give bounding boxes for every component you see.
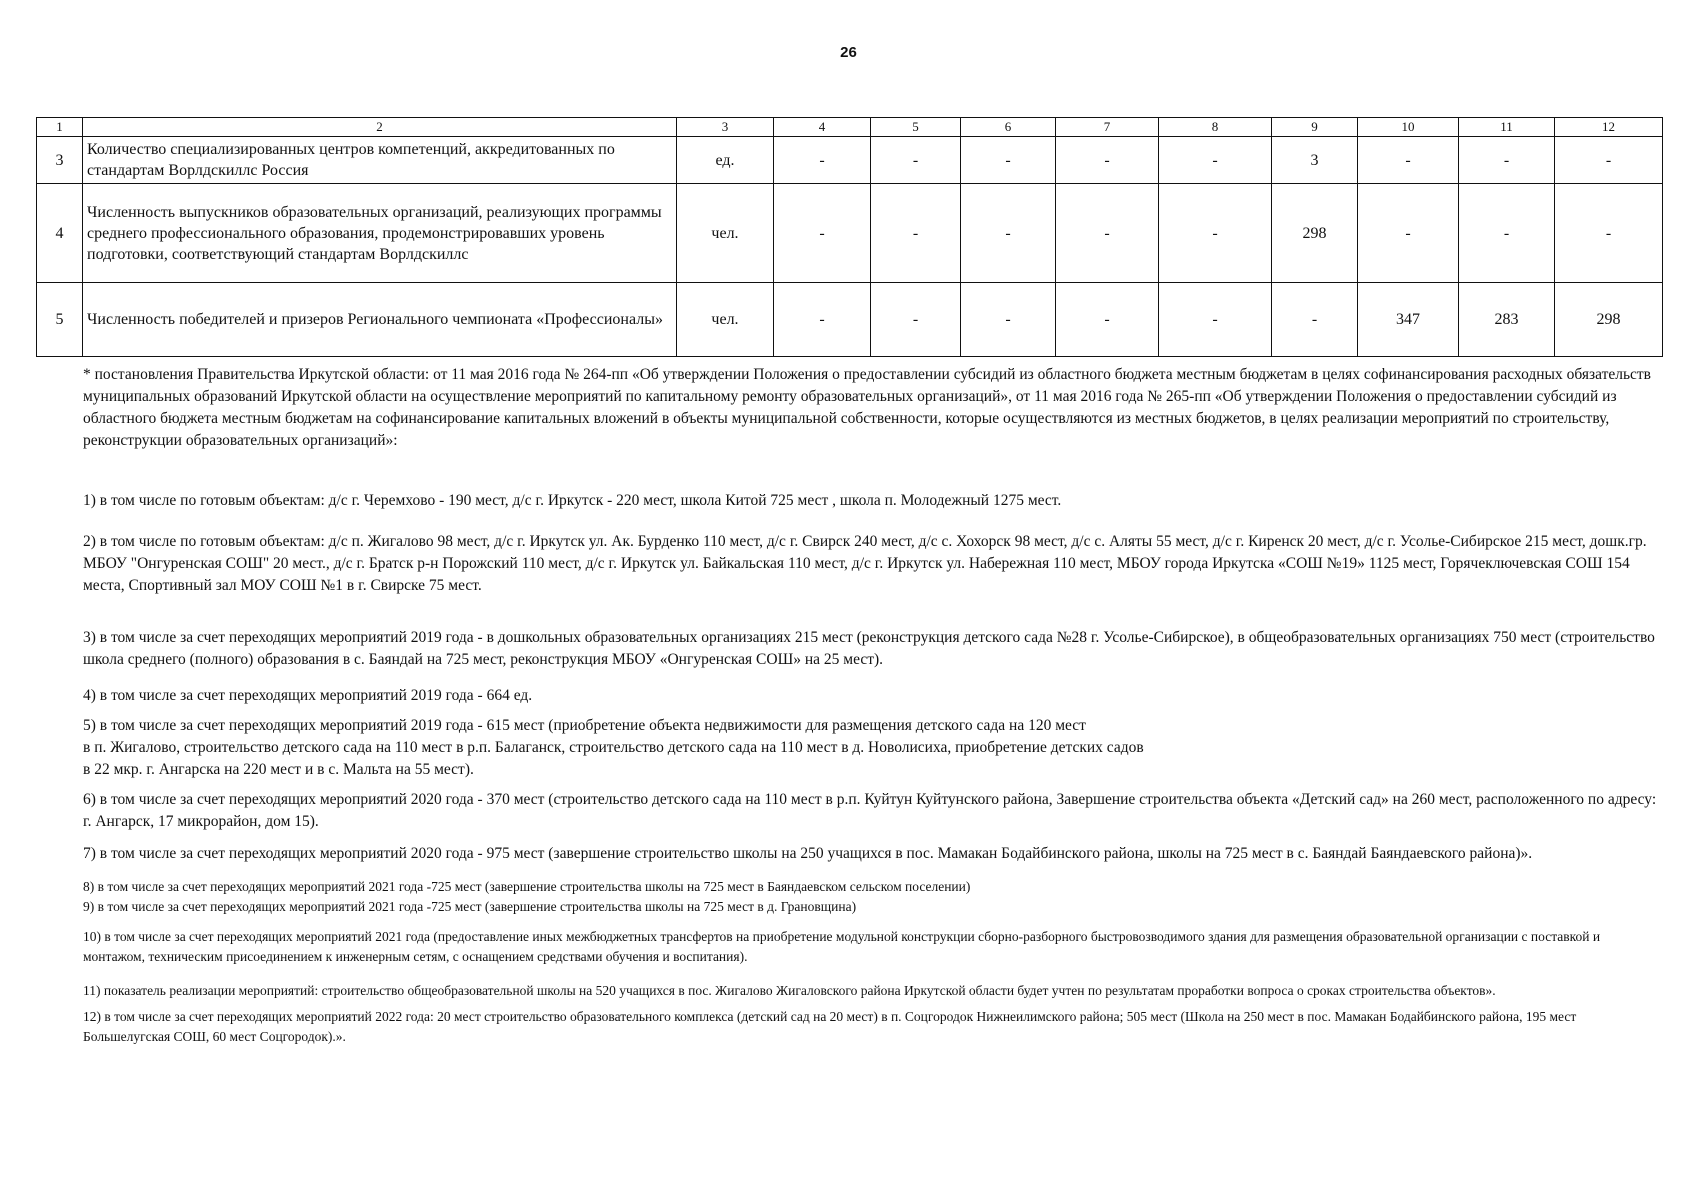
footnotes [83, 364, 1658, 1047]
value-cell: 298 [1272, 184, 1358, 283]
value-cell: - [1358, 137, 1459, 184]
value-cell: 298 [1555, 283, 1663, 357]
footnote-asterisk: * постановления Правительства Иркутской области: от 11 мая 2016 года № 264-пп «Об утверждении Положения о предоставлении субсидий из областного бюджета местным бюджетам в целях софинансирования расходных обязательств муниципальных образований Иркутской области на осуществление мероприятий по капитальному ремонту образовательных организаций», от 11 мая 2016 года № 265-пп «Об утверждении Положения о предоставлении субсидий из областного бюджета местным бюджетам на софинансирование капитальных вложений в объекты муниципальной собственности, которые осуществляются из местных бюджетов, в целях реализации мероприятий по строительству, реконструкции образовательных организаций»: [83, 366, 1651, 449]
value-cell: - [1159, 184, 1272, 283]
row-number: 4 [37, 184, 83, 283]
indicator-name: Количество специализированных центров компетенций, аккредитованных по стандартам Ворлдскиллс Россия [83, 137, 677, 184]
indicator-name: Численность выпускников образовательных организаций, реализующих программы среднего профессионального образования, продемонстрировавших уровень подготовки, соответствующий стандартам Ворлдскиллс [83, 184, 677, 283]
note-5-line-2: в п. Жигалово, строительство детского сада на 110 мест в р.п. Балаганск, строительство детского сада на 110 мест в д. Новолисиха, приобретение детских садов [83, 739, 1144, 756]
value-cell: - [961, 184, 1056, 283]
value-cell: - [1056, 137, 1159, 184]
value-cell: - [961, 283, 1056, 357]
value-cell: - [774, 283, 871, 357]
value-cell: - [1159, 137, 1272, 184]
value-cell: - [1272, 283, 1358, 357]
note-5-line-3: в 22 мкр. г. Ангарска на 220 мест и в с. Мальта на 55 мест). [83, 761, 474, 778]
table-row [37, 137, 1663, 184]
note-4: 4) в том числе за счет переходящих мероприятий 2019 года - 664 ед. [83, 687, 533, 704]
value-cell: 347 [1358, 283, 1459, 357]
value-cell: 3 [1272, 137, 1358, 184]
value-cell: - [1159, 283, 1272, 357]
value-cell: - [1555, 137, 1663, 184]
value-cell: - [1056, 184, 1159, 283]
note-9: 9) в том числе за счет переходящих мероприятий 2021 года -725 мест (завершение строительства школы на 725 мест в д. Грановщина) [83, 899, 857, 914]
value-cell: - [871, 283, 961, 357]
value-cell: - [1358, 184, 1459, 283]
column-header: 9 [1272, 118, 1358, 137]
value-cell: - [871, 184, 961, 283]
column-header: 8 [1159, 118, 1272, 137]
row-number: 5 [37, 283, 83, 357]
column-header: 12 [1555, 118, 1663, 137]
value-cell: 283 [1459, 283, 1555, 357]
row-number: 3 [37, 137, 83, 184]
indicators-table [36, 117, 1663, 357]
note-11: 11) показатель реализации мероприятий: строительство общеобразовательной школы на 520 учащихся в пос. Жигалово Жигаловского района Иркутской области будет учтен по результатам проработки вопроса о сроках строительства объектов». [83, 983, 1496, 998]
unit-cell: ед. [677, 137, 774, 184]
value-cell: - [774, 137, 871, 184]
note-8: 8) в том числе за счет переходящих мероприятий 2021 года -725 мест (завершение строительства школы на 725 мест в Баяндаевском сельском поселении) [83, 879, 971, 894]
column-header: 5 [871, 118, 961, 137]
value-cell: - [871, 137, 961, 184]
note-1: 1) в том числе по готовым объектам: д/с г. Черемхово - 190 мест, д/с г. Иркутск - 220 мест, школа Китой 725 мест , школа п. Молодежный 1275 мест. [83, 492, 1062, 509]
unit-cell: чел. [677, 184, 774, 283]
value-cell: - [1555, 184, 1663, 283]
column-header: 6 [961, 118, 1056, 137]
table-row [37, 184, 1663, 283]
note-6: 6) в том числе за счет переходящих мероприятий 2020 года - 370 мест (строительство детского сада на 110 мест в р.п. Куйтун Куйтунского района, Завершение строительства объекта «Детский сад» на 260 мест, расположенного по адресу: г. Ангарск, 17 микрорайон, дом 15). [83, 791, 1657, 830]
note-10: 10) в том числе за счет переходящих мероприятий 2021 года (предоставление иных межбюджетных трансфертов на приобретение модульной конструкции сборно-разборного быстровозводимого здания для размещения образовательной организации с поставкой и монтажом, техническим присоединением к инженерным сетям, с оснащением средствами обучения и воспитания). [83, 929, 1601, 964]
value-cell: - [1459, 137, 1555, 184]
note-12: 12) в том числе за счет переходящих мероприятий 2022 года: 20 мест строительство образовательного комплекса (детский сад на 20 мест) в п. Соцгородок Нижнеилимского района; 505 мест (Школа на 250 мест в пос. Мамакан Бодайбинского района, 195 мест Большелугская СОШ, 60 мест Соцгородок).». [83, 1009, 1577, 1044]
note-3: 3) в том числе за счет переходящих мероприятий 2019 года - в дошкольных образовательных организациях 215 мест (реконструкция детского сада №28 г. Усолье-Сибирское), в общеобразовательных организациях 750 мест (строительство школа среднего (полного) образования в с. Баяндай на 725 мест, реконструкция МБОУ «Онгуренская СОШ» на 25 мест). [83, 629, 1655, 668]
note-5-line-1: 5) в том числе за счет переходящих мероприятий 2019 года - 615 мест (приобретение объекта недвижимости для размещения детского сада на 120 мест [83, 717, 1086, 734]
value-cell: - [774, 184, 871, 283]
column-header: 2 [83, 118, 677, 137]
note-2: 2) в том числе по готовым объектам: д/с п. Жигалово 98 мест, д/с г. Иркутск ул. Ак. Бурденко 110 мест, д/с г. Свирск 240 мест, д/с с. Хохорск 98 мест, д/с с. Аляты 55 мест, д/с г. Киренск 20 мест, д/с г. Усолье-Сибирское 215 мест, дошк.гр. МБОУ "Онгуренская СОШ" 20 мест., д/с г. Братск р-н Порожский 110 мест, д/с г. Иркутск ул. Байкальская 110 мест, д/с г. Иркутск ул. Набережная 110 мест, МБОУ города Иркутска «СОШ №19» 1125 мест, Горячеключевская СОШ 154 места, Спортивный зал МОУ СОШ №1 в г. Свирске 75 мест. [83, 533, 1647, 594]
column-header: 11 [1459, 118, 1555, 137]
value-cell: - [1459, 184, 1555, 283]
note-7: 7) в том числе за счет переходящих мероприятий 2020 года - 975 мест (завершение строительство школы на 250 учащихся в пос. Мамакан Бодайбинского района, школы на 725 мест в с. Баяндай Баяндаевского района)». [83, 845, 1533, 862]
value-cell: - [961, 137, 1056, 184]
table-row [37, 283, 1663, 357]
value-cell: - [1056, 283, 1159, 357]
table-header-row [37, 118, 1663, 137]
column-header: 3 [677, 118, 774, 137]
indicator-name: Численность победителей и призеров Регионального чемпионата «Профессионалы» [83, 283, 677, 357]
column-header: 7 [1056, 118, 1159, 137]
column-header: 1 [37, 118, 83, 137]
column-header: 10 [1358, 118, 1459, 137]
unit-cell: чел. [677, 283, 774, 357]
column-header: 4 [774, 118, 871, 137]
page-number: 26 [840, 44, 857, 61]
